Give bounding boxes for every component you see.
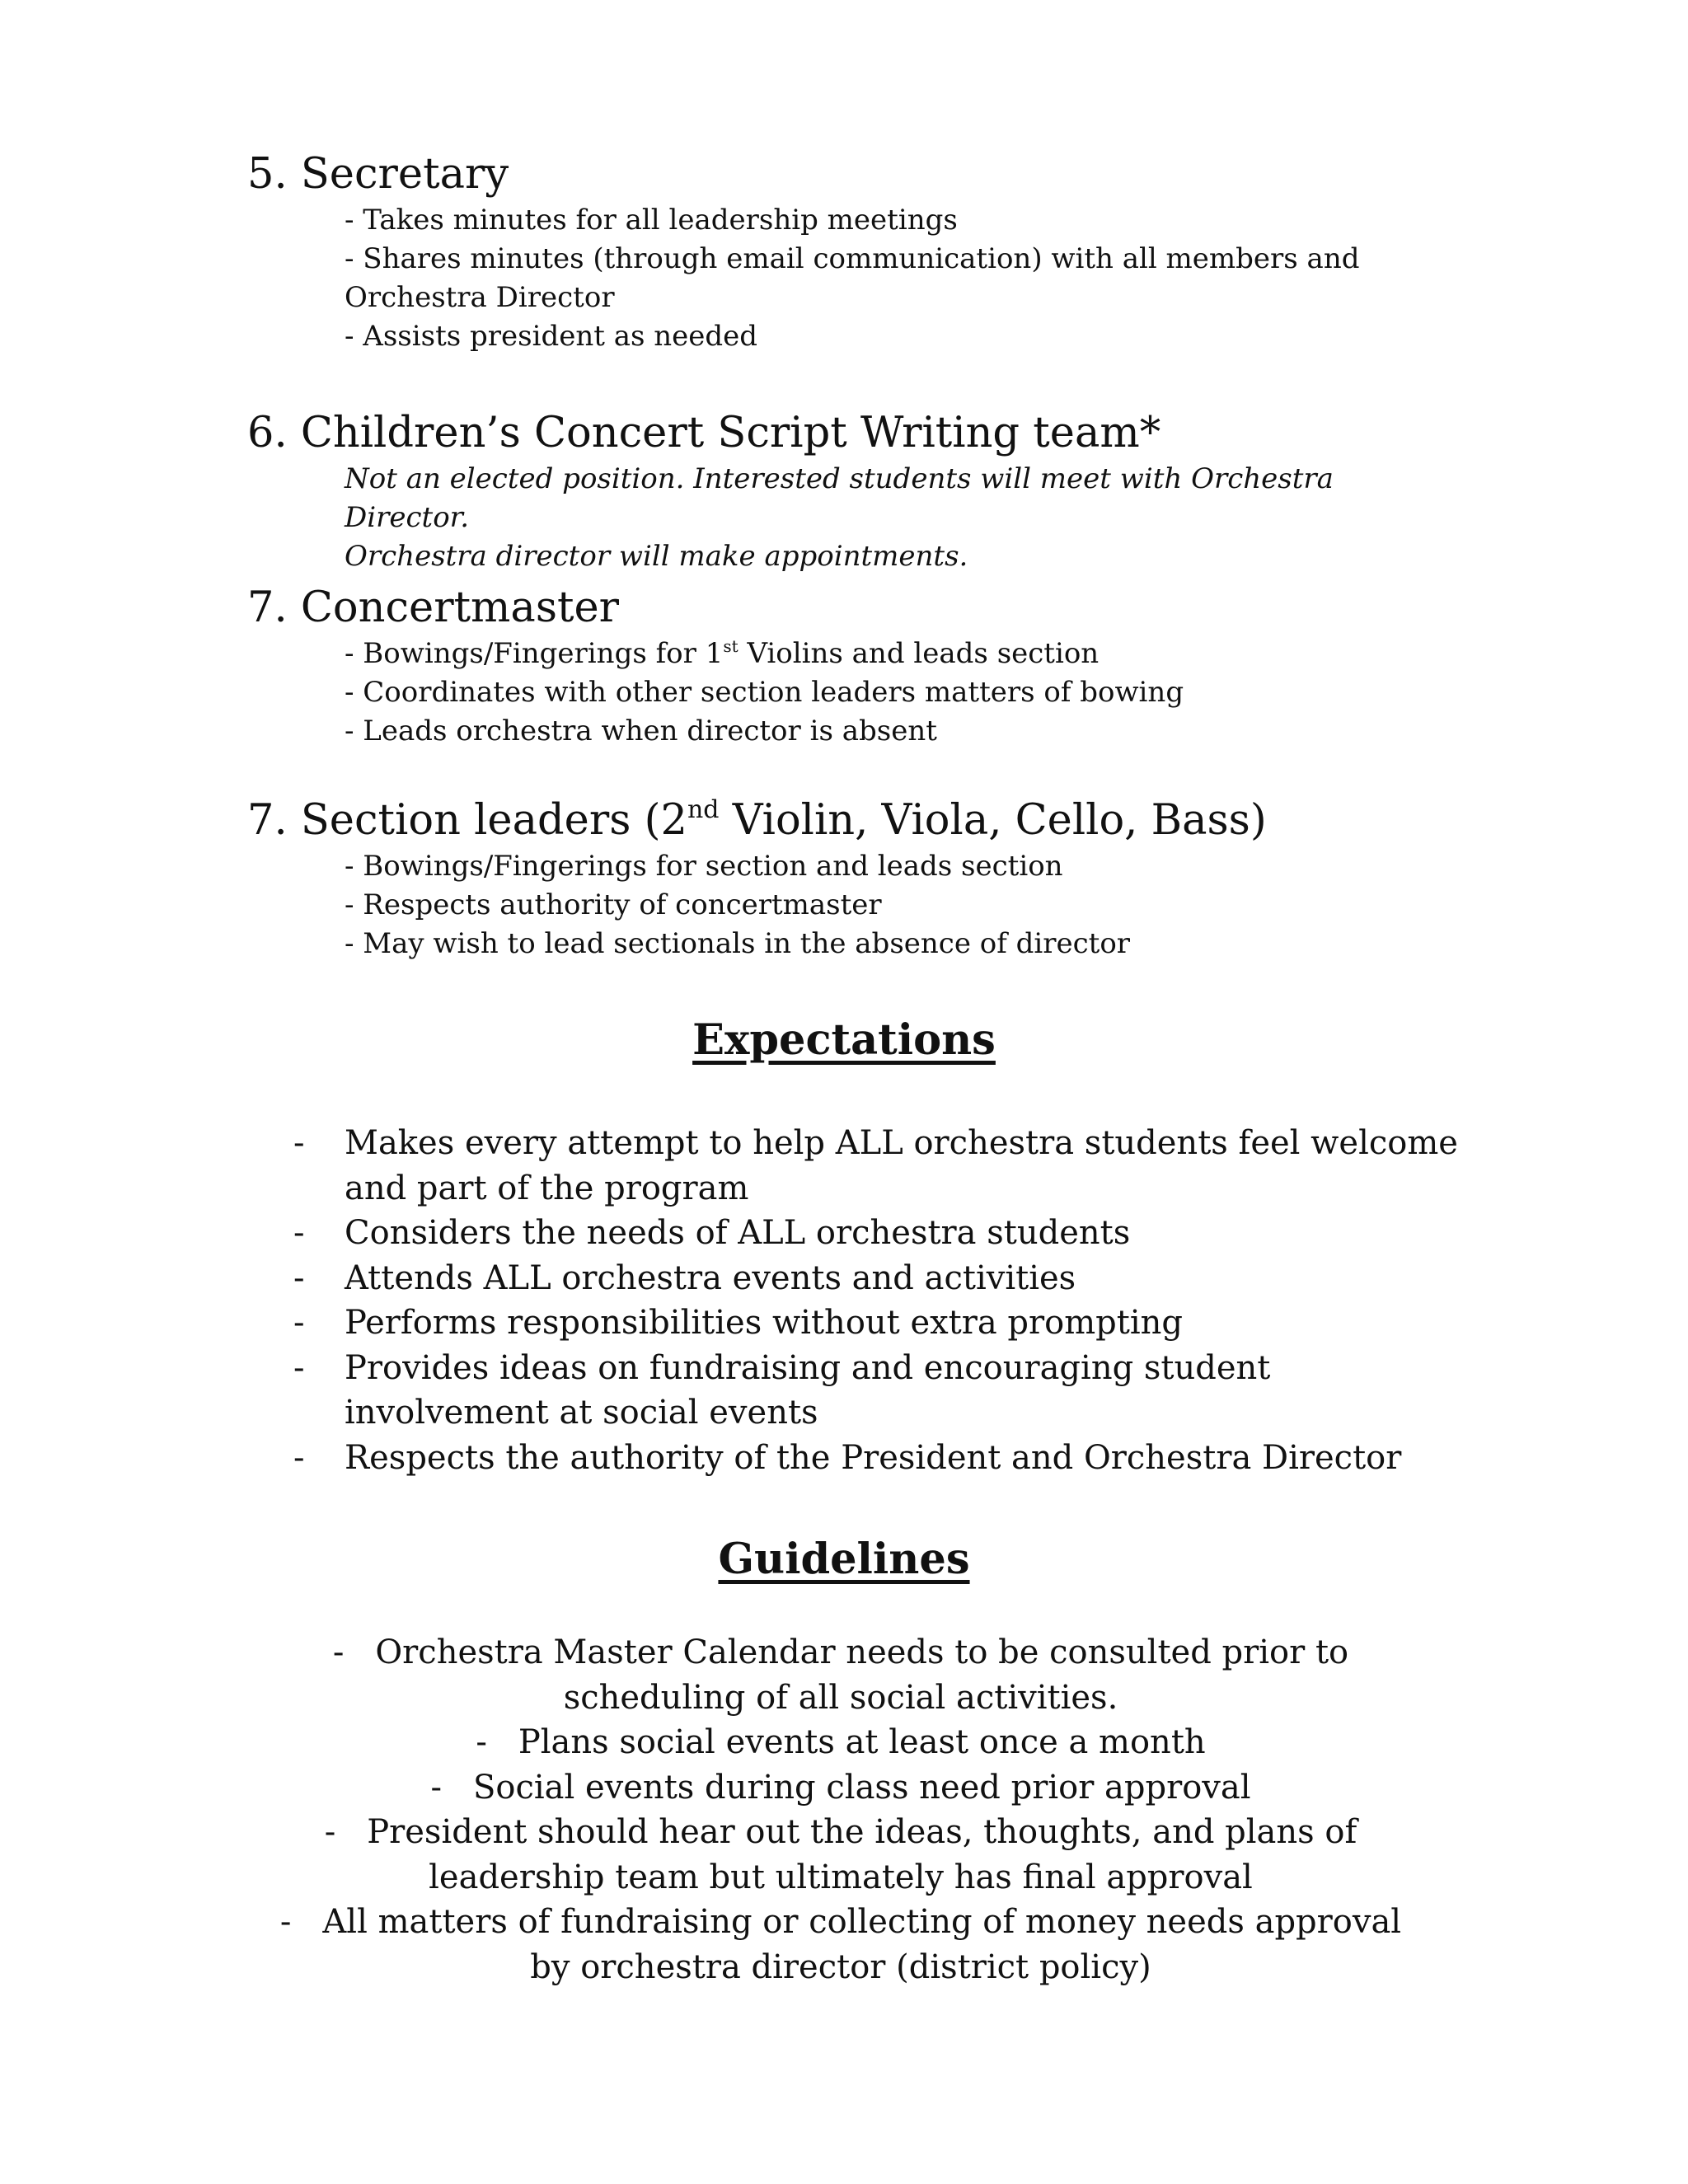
list-item-text: scheduling of all social activities. <box>563 1678 1118 1717</box>
detail-line: - Leads orchestra when director is absent <box>345 715 937 748</box>
bullet-dash: - <box>324 1813 336 1851</box>
detail-text: Violins and leads section <box>738 637 1100 670</box>
section-section-leaders <box>247 794 1484 963</box>
section-details <box>345 201 1432 356</box>
section-heading: 6. Children’s Concert Script Writing team* <box>247 409 1161 457</box>
list-item-text: leadership team but ultimately has final approval <box>429 1858 1253 1896</box>
list-item <box>293 1346 1464 1436</box>
list-item <box>231 1720 1451 1765</box>
bullet-dash: - <box>430 1768 442 1807</box>
list-item <box>231 1810 1451 1900</box>
section-concertmaster <box>247 582 1484 751</box>
detail-line: Orchestra Director <box>345 281 615 314</box>
list-item <box>293 1211 1464 1256</box>
expectations-list <box>293 1121 1464 1480</box>
detail-line: - Shares minutes (through email communication) with all members and <box>345 242 1360 275</box>
bullet-dash: - <box>293 1304 305 1342</box>
bullet-dash: - <box>279 1903 292 1941</box>
section-details <box>345 635 1432 751</box>
detail-text: - Bowings/Fingerings for 1 <box>345 637 724 670</box>
list-item-text: Attends ALL orchestra events and activities <box>345 1258 1076 1297</box>
section-script-writing-team <box>247 407 1484 576</box>
section-heading <box>247 794 1484 847</box>
ordinal-suffix: nd <box>687 795 720 824</box>
list-item <box>231 1765 1451 1811</box>
section-heading: 5. Secretary <box>247 150 509 199</box>
guidelines-list <box>231 1630 1451 1990</box>
list-item-text: Social events during class need prior approval <box>472 1768 1251 1807</box>
bullet-dash: - <box>476 1723 487 1761</box>
bullet-dash: - <box>293 1438 305 1477</box>
list-item <box>293 1301 1464 1346</box>
heading-text: 7. Section leaders (2 <box>247 796 687 845</box>
list-item <box>231 1630 1451 1720</box>
list-item-text: Performs responsibilities without extra prompting <box>345 1304 1184 1342</box>
detail-line: - Respects authority of concertmaster <box>345 888 882 921</box>
list-item-text: All matters of fundraising or collecting of money needs approval <box>322 1903 1402 1941</box>
list-item-text: Makes every attempt to help ALL orchestra students feel welcome and part of the program <box>345 1124 1458 1207</box>
section-heading: 7. Concertmaster <box>247 583 620 632</box>
list-item <box>231 1900 1451 1990</box>
ordinal-suffix: st <box>723 636 738 656</box>
bullet-dash: - <box>293 1214 305 1252</box>
list-item-text: Respects the authority of the President and Orchestra Director <box>345 1438 1402 1477</box>
detail-line: - May wish to lead sectionals in the absence of director <box>345 927 1131 960</box>
list-item-text: by orchestra director (district policy) <box>530 1947 1151 1986</box>
list-item-text: Plans social events at least once a month <box>518 1723 1206 1761</box>
list-item <box>293 1256 1464 1301</box>
bullet-dash: - <box>332 1633 345 1671</box>
list-item <box>293 1121 1464 1211</box>
list-item-text: President should hear out the ideas, thoughts, and plans of <box>367 1813 1357 1851</box>
bullet-dash: - <box>293 1258 305 1297</box>
section-details <box>345 847 1432 963</box>
guidelines-title: Guidelines <box>718 1535 970 1584</box>
expectations-title: Expectations <box>692 1015 996 1065</box>
detail-line: - Coordinates with other section leaders matters of bowing <box>345 676 1184 709</box>
list-item-text: Provides ideas on fundraising and encouraging student involvement at social events <box>345 1348 1271 1432</box>
section-secretary <box>247 148 1484 356</box>
detail-line: - Bowings/Fingerings for section and leads section <box>345 850 1063 883</box>
detail-line <box>345 635 1432 673</box>
detail-line: - Takes minutes for all leadership meetings <box>345 204 958 237</box>
heading-text: Violin, Viola, Cello, Bass) <box>719 796 1267 845</box>
section-note <box>345 460 1432 576</box>
detail-line: - Assists president as needed <box>345 320 758 353</box>
list-item-text: Orchestra Master Calendar needs to be consulted prior to <box>375 1633 1349 1671</box>
note-line: Orchestra director will make appointments. <box>345 540 968 573</box>
bullet-dash: - <box>293 1348 305 1387</box>
bullet-dash: - <box>293 1124 305 1162</box>
list-item <box>293 1436 1464 1481</box>
list-item-text: Considers the needs of ALL orchestra students <box>345 1214 1131 1252</box>
note-line: Not an elected position. Interested students will meet with Orchestra Director. <box>345 462 1334 534</box>
